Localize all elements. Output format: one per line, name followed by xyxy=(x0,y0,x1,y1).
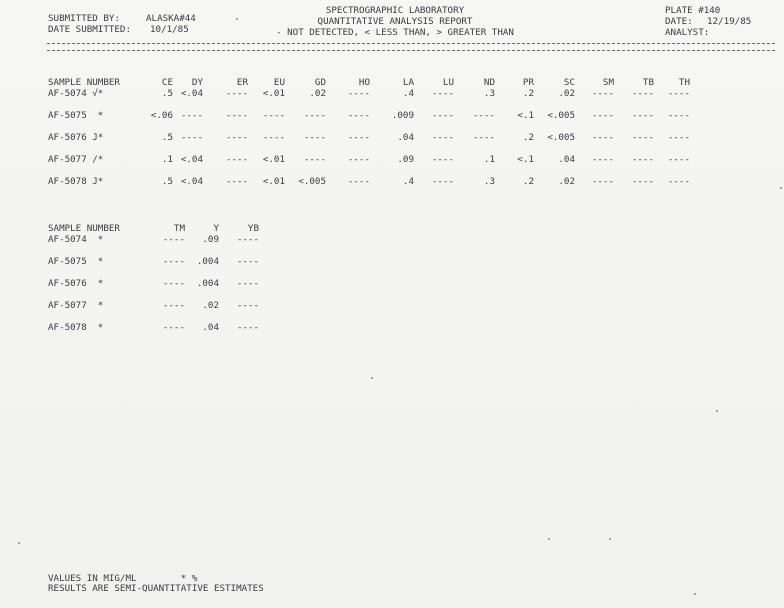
table-cell: .3 xyxy=(483,88,495,99)
table-cell: .009 xyxy=(391,110,414,121)
table-cell: .02 xyxy=(202,300,219,311)
table-cell: .02 xyxy=(558,88,575,99)
column-header: ND xyxy=(483,77,495,88)
column-header: HO xyxy=(358,77,370,88)
column-header: DY xyxy=(191,77,203,88)
date-label: DATE: xyxy=(665,16,693,27)
sample-number: AF-5074 √* xyxy=(48,88,104,99)
table-row xyxy=(48,110,690,121)
table-cell: ---- xyxy=(225,132,248,143)
scan-speck xyxy=(609,538,611,540)
table-cell: .5 xyxy=(161,132,173,143)
legend-text: - NOT DETECTED, < LESS THAN, > GREATER THAN xyxy=(276,27,514,38)
table-cell: ---- xyxy=(236,278,259,289)
sample-number: AF-5076 * xyxy=(48,278,104,289)
table-cell: ---- xyxy=(225,176,248,187)
table-header-row xyxy=(48,77,690,88)
table-cell: ---- xyxy=(225,154,248,165)
table-cell: .004 xyxy=(196,256,219,267)
table-cell: ---- xyxy=(347,154,370,165)
table-cell: <.06 xyxy=(150,110,173,121)
sample-number: AF-5078 J* xyxy=(48,176,104,187)
table-cell: ---- xyxy=(236,300,259,311)
plate-number: PLATE #140 xyxy=(665,5,721,16)
table-cell: .02 xyxy=(309,88,326,99)
table-cell: ---- xyxy=(236,256,259,267)
table-cell: .3 xyxy=(483,176,495,187)
submitted-by-label: SUBMITTED BY: xyxy=(48,13,120,24)
row-spacer xyxy=(48,245,259,256)
table-cell: ---- xyxy=(431,154,454,165)
table-cell: <.04 xyxy=(180,154,203,165)
table-cell: ---- xyxy=(591,88,614,99)
table-cell: .2 xyxy=(522,88,534,99)
table-cell: ---- xyxy=(180,132,203,143)
column-header: EU xyxy=(273,77,285,88)
submitted-by-value: ALASKA#44 xyxy=(146,13,196,24)
report-title: QUANTITATIVE ANALYSIS REPORT xyxy=(317,16,473,27)
sample-number: AF-5076 J* xyxy=(48,132,104,143)
table-row xyxy=(48,300,259,311)
table-cell: .5 xyxy=(161,176,173,187)
table-cell: .5 xyxy=(161,88,173,99)
date-value: 12/19/85 xyxy=(707,16,752,27)
table-cell: .1 xyxy=(161,154,173,165)
table-cell: <.01 xyxy=(262,176,285,187)
table-cell: <.01 xyxy=(262,88,285,99)
table-cell: .2 xyxy=(522,176,534,187)
column-header: LA xyxy=(402,77,414,88)
table-cell: <.1 xyxy=(517,154,534,165)
table-cell: ---- xyxy=(667,154,690,165)
row-spacer xyxy=(48,165,690,176)
scan-speck xyxy=(716,410,718,412)
date-submitted-label: DATE SUBMITTED: xyxy=(48,24,131,35)
table-cell: ---- xyxy=(431,88,454,99)
table-cell: ---- xyxy=(162,278,185,289)
table-cell: ---- xyxy=(431,132,454,143)
estimates-note: RESULTS ARE SEMI-QUANTITATIVE ESTIMATES xyxy=(48,583,264,594)
table-cell: .09 xyxy=(397,154,414,165)
table-cell: <.1 xyxy=(517,110,534,121)
table-cell: ---- xyxy=(631,88,654,99)
table-cell: ---- xyxy=(225,88,248,99)
row-spacer xyxy=(48,99,690,110)
table-cell: ---- xyxy=(236,234,259,245)
column-header: YB xyxy=(247,223,259,234)
table-cell: <.04 xyxy=(180,88,203,99)
lab-name: SPECTROGRAPHIC LABORATORY xyxy=(325,5,465,16)
table-cell: ---- xyxy=(667,132,690,143)
table-cell: ---- xyxy=(225,110,248,121)
table-cell: ---- xyxy=(667,110,690,121)
table-row xyxy=(48,176,690,187)
table-cell: ---- xyxy=(591,154,614,165)
table-cell: <.04 xyxy=(180,176,203,187)
column-header: TM xyxy=(173,223,185,234)
table-cell: .4 xyxy=(402,88,414,99)
column-header: TH xyxy=(678,77,690,88)
table-cell: ---- xyxy=(236,322,259,333)
column-header: CE xyxy=(161,77,173,88)
table-cell: .09 xyxy=(202,234,219,245)
table-cell: <.005 xyxy=(298,176,326,187)
row-spacer xyxy=(48,289,259,300)
table-cell: .04 xyxy=(397,132,414,143)
element-table-2 xyxy=(48,223,259,333)
table-cell: ---- xyxy=(180,110,203,121)
column-header: SC xyxy=(563,77,575,88)
table-cell: ---- xyxy=(262,132,285,143)
table-cell: ---- xyxy=(631,176,654,187)
table-cell: ---- xyxy=(472,132,495,143)
column-header: SAMPLE NUMBER xyxy=(48,223,120,234)
date-submitted-value: 10/1/85 xyxy=(150,24,189,35)
table-cell: ---- xyxy=(472,110,495,121)
table-cell: ---- xyxy=(347,176,370,187)
column-header: SM xyxy=(602,77,614,88)
units-note: VALUES IN MIG/ML * % xyxy=(48,573,198,584)
table-row xyxy=(48,278,259,289)
scan-speck xyxy=(371,377,373,379)
scan-speck xyxy=(694,593,696,595)
column-header: Y xyxy=(213,223,219,234)
header-separator xyxy=(47,43,775,51)
sample-number: AF-5075 * xyxy=(48,110,104,121)
table-cell: ---- xyxy=(303,154,326,165)
table-row xyxy=(48,322,259,333)
sample-number: AF-5075 * xyxy=(48,256,104,267)
table-cell: <.01 xyxy=(262,154,285,165)
table-header-row xyxy=(48,223,259,234)
table-row xyxy=(48,88,690,99)
table-cell: ---- xyxy=(162,322,185,333)
scan-speck xyxy=(236,18,238,20)
table-row xyxy=(48,234,259,245)
table-cell: ---- xyxy=(347,132,370,143)
table-cell: ---- xyxy=(303,132,326,143)
table-cell: ---- xyxy=(631,110,654,121)
table-cell: ---- xyxy=(667,88,690,99)
table-row xyxy=(48,132,690,143)
sample-number: AF-5077 /* xyxy=(48,154,104,165)
row-spacer xyxy=(48,267,259,278)
sample-number: AF-5074 * xyxy=(48,234,104,245)
table-cell: ---- xyxy=(591,110,614,121)
scan-speck xyxy=(780,187,782,189)
scan-speck xyxy=(18,542,20,544)
column-header: PR xyxy=(522,77,534,88)
row-spacer xyxy=(48,143,690,154)
row-spacer xyxy=(48,121,690,132)
column-header: TB xyxy=(642,77,654,88)
table-cell: <.005 xyxy=(547,110,575,121)
table-cell: ---- xyxy=(162,256,185,267)
column-header: ER xyxy=(236,77,248,88)
scan-speck xyxy=(548,538,550,540)
table-cell: ---- xyxy=(631,132,654,143)
sample-number: AF-5078 * xyxy=(48,322,104,333)
table-cell: ---- xyxy=(667,176,690,187)
table-cell: <.005 xyxy=(547,132,575,143)
table-cell: .2 xyxy=(522,132,534,143)
table-cell: ---- xyxy=(347,88,370,99)
column-header: SAMPLE NUMBER xyxy=(48,77,120,88)
table-cell: ---- xyxy=(431,110,454,121)
table-cell: ---- xyxy=(262,110,285,121)
table-row xyxy=(48,256,259,267)
column-header: GD xyxy=(314,77,326,88)
table-cell: .004 xyxy=(196,278,219,289)
table-cell: .04 xyxy=(202,322,219,333)
table-cell: ---- xyxy=(631,154,654,165)
table-cell: .04 xyxy=(558,154,575,165)
table-cell: .4 xyxy=(402,176,414,187)
table-cell: ---- xyxy=(162,300,185,311)
table-cell: ---- xyxy=(162,234,185,245)
table-cell: .1 xyxy=(483,154,495,165)
table-cell: ---- xyxy=(591,176,614,187)
column-header: LU xyxy=(442,77,454,88)
table-cell: ---- xyxy=(347,110,370,121)
sample-number: AF-5077 * xyxy=(48,300,104,311)
table-cell: ---- xyxy=(303,110,326,121)
table-row xyxy=(48,154,690,165)
table-cell: ---- xyxy=(431,176,454,187)
analyst-label: ANALYST: xyxy=(665,27,710,38)
element-table-1 xyxy=(48,77,690,187)
table-cell: .02 xyxy=(558,176,575,187)
table-cell: ---- xyxy=(591,132,614,143)
row-spacer xyxy=(48,311,259,322)
